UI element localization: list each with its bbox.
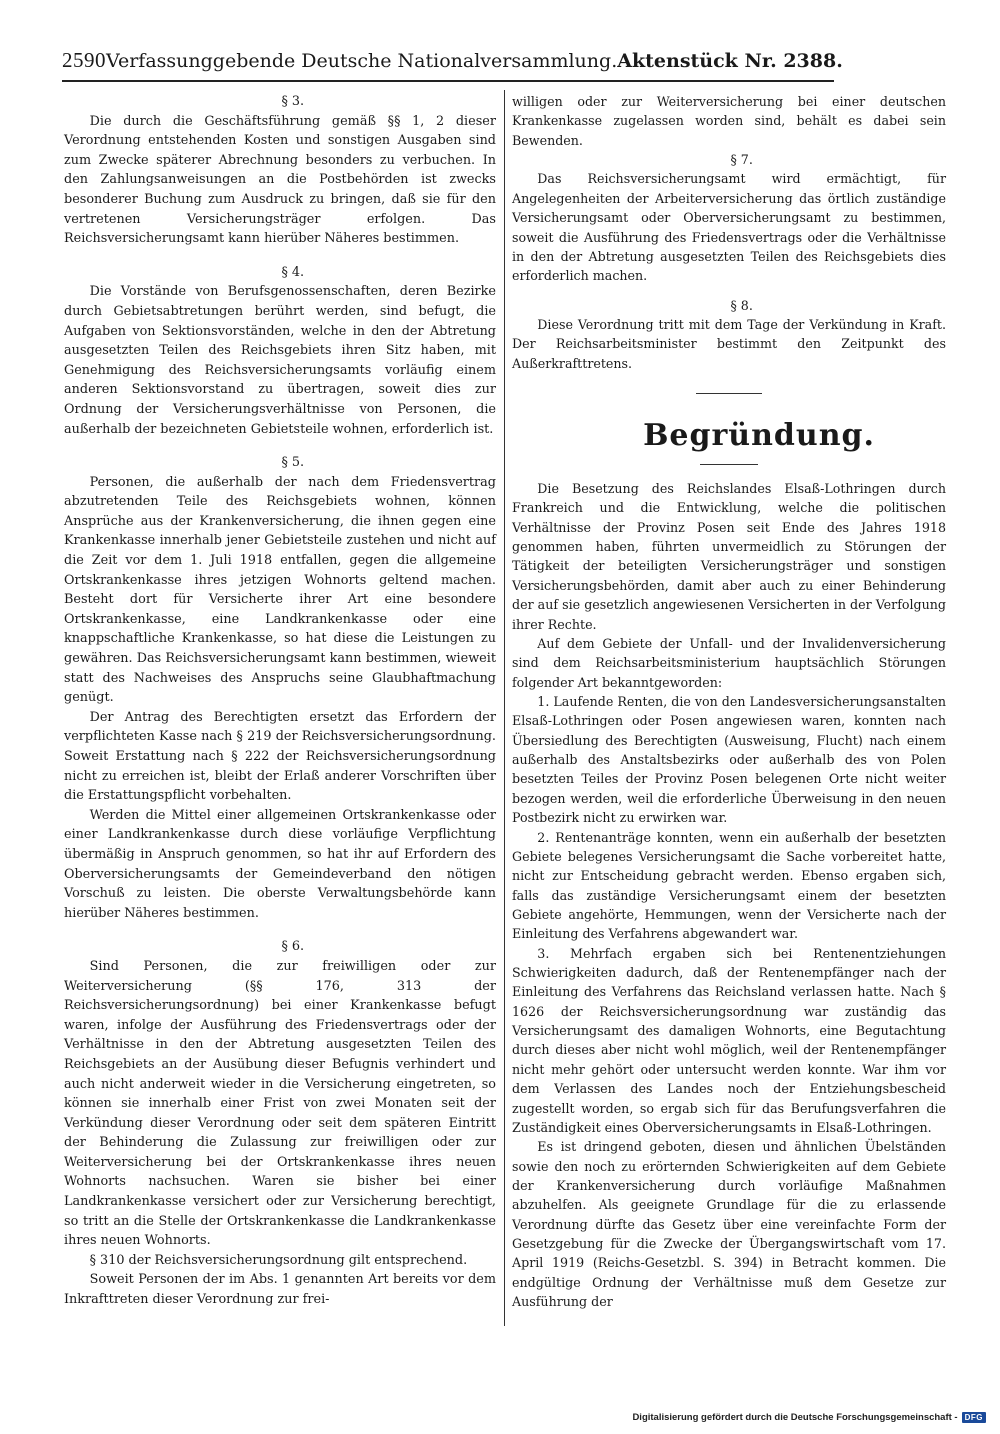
section-5-paragraph-3: Werden die Mittel einer allgemeinen Ortskrankenkasse oder einer Landkrankenkasse durch diese vorläufige Verpflichtung übermäßig in Anspruch genommen, so hat ihr auf Erfordern des Oberversicherungsamts der Gemeindeverband den nötigen Vorschuß zu leisten. Die oberste Verwaltungsbehörde kann hierüber Näheres bestimmen. [64,807,496,921]
section-6-paragraph-2: § 310 der Reichsversicherungsordnung gilt entsprechend. [89,1252,468,1268]
section-8-paragraph: Diese Verordnung tritt mit dem Tage der Verkündung in Kraft. Der Reichsarbeitsminister bestimmt den Zeitpunkt des Außerkrafttretens. [512,316,946,371]
page-header [62,48,843,73]
begruendung-paragraph-1: Die Besetzung des Reichslandes Elsaß-Lothringen durch Frankreich und die Entwicklung, welche die politischen Verhältnisse der Provinz Posen seit Ende des Jahres 1918 genommen haben, führten unvermeidlich zu Störungen der Tätigkeit der beteiligten Versicherungsträger und sonstigen Versicherungsbehörden, damit aber auch zu einer Behinderung der auf sie gesetzlich angewiesenen Versicherten in der Verfolgung ihrer Rechte. [512,481,946,632]
section-3-paragraph: Die durch die Geschäftsführung gemäß §§ 1, 2 dieser Verordnung entstehenden Kosten und sonstigen Ausgaben sind zum Zwecke späterer Abrechnung besonders zu verbuchen. In den Zahlungsanweisungen an die Postbehörden ist zwecks besonderer Buchung zum Ausdruck zu bringen, daß sie für den vertretenen Versicherungsträger erfolgen. Das Reichsversicherungsamt kann hierüber Näheres bestimmen. [64,113,496,247]
document-reference: Aktenstück Nr. 2388. [617,50,843,72]
begruendung-paragraph-6: Es ist dringend geboten, diesen und ähnlichen Übelständen sowie den noch zu erörternden Schwierigkeiten auf dem Gebiete der Krankenversicherung durch vorläufige Maßnahmen abzuhelfen. Als geeignete Grundlage für die zu erlassende Verordnung dürfte das Gesetz über eine vereinfachte Form der Gesetzgebung für die Zwecke der Übergangswirtschaft vom 17. April 1919 (Reichs-Gesetzbl. S. 394) in Betracht kommen. Die endgültige Ordnung der Verhältnisse muß dem Gesetze zur Ausführung der [512,1139,946,1310]
page-number: 2590 [62,48,106,72]
dfg-logo: DFG [962,1412,986,1423]
column-divider [504,90,505,1326]
running-title: Verfassunggebende Deutsche Nationalversammlung. [106,50,618,72]
footer-text: Digitalisierung gefördert durch die Deutsche Forschungsgemeinschaft - [632,1412,958,1423]
section-5-paragraph-1: Personen, die außerhalb der nach dem Friedensvertrag abzutretenden Teile des Reichsgebiets wohnen, können Ansprüche aus der Krankenversicherung, die ihnen gegen eine Krankenkasse innerhalb jener Gebietsteile zustehen und nicht auf die Zeit vor dem 1. Juli 1918 entfallen, gegen die allgemeine Ortskrankenkasse ihres jetzigen Wohnorts geltend machen. Besteht dort für Versicherte ihrer Art eine besondere Ortskrankenkasse, eine Landkrankenkasse oder eine knappschaftliche Krankenkasse, so hat diese die Leistungen zu gewähren. Das Reichsversicherungsamt kann bestimmen, wieweit statt des Nachweises des Anspruchs seine Glaubhaftmachung genügt. [64,474,496,706]
begruendung-paragraph-2: Auf dem Gebiete der Unfall- und der Invalidenversicherung sind dem Reichsarbeitsministerium hauptsächlich Störungen folgender Art bekanntgeworden: [512,635,946,690]
begruendung-item-1: 1. Laufende Renten, die von den Landesversicherungsanstalten Elsaß-Lothringen oder Posen angewiesen waren, konnten nach Übersiedlung des Berechtigten (Ausweisung, Flucht) nach einem außerhalb des Anstaltsbezirks oder außerhalb des von Polen besetzten Teiles der Provinz Posen belegenen Orte nicht weiter bezogen werden, weil die erforderliche Überweisung in den neuen Postbezirk nicht zu erwirken war. [512,693,946,826]
begruendung-item-2: 2. Rentenanträge konnten, wenn ein außerhalb der besetzten Gebiete belegenes Versicherungsamt die Sache vorbereitet hatte, nicht zur Entscheidung gebracht werden. Ebenso ergaben sich, falls das zuständige Versicherungsamt einem der besetzten Gebiete angehörte, Hemmungen, wenn der Versicherte nach der Einleitung des Verfahrens abgewandert war. [512,829,946,942]
section-6-paragraph-3: Soweit Personen der im Abs. 1 genannten Art bereits vor dem Inkrafttreten dieser Verordnung zur frei- [64,1272,496,1308]
begruendung-item-3: 3. Mehrfach ergaben sich bei Rentenentziehungen Schwierigkeiten dadurch, daß der Rentenempfänger nach der Einleitung des Verfahrens das Reichsland verlassen hatte. Nach § 1626 der Reichsversicherungsordnung war zuständig das Versicherungsamt des damaligen Wohnorts, eine Begutachtung durch dieses aber nicht wohl möglich, weil der Rentenempfänger nicht mehr gehört oder untersucht werden konnte. War ihm vor dem Verlassen des Landes noch der Entziehungsbescheid zugestellt worden, so ergab sich für das Berufungsverfahren die Zuständigkeit eines Oberversicherungsamts in Elsaß-Lothringen. [512,945,946,1135]
section-heading-8: § 8. [730,297,753,313]
section-heading-6: § 6. [281,939,305,955]
left-column [64,92,496,1310]
section-heading-5: § 5. [281,455,305,471]
section-4-paragraph: Die Vorstände von Berufsgenossenschaften, deren Bezirke durch Gebietsabtretungen berührt werden, sind befugt, die Aufgaben von Sektionsvorständen, welche in den der Abtretung ausgesetzten Teilen des Reichsgebiets ihren Sitz haben, mit Genehmigung des Reichsversicherungsamts vorläufig einem anderen Sektionsvorstand zu übertragen, soweit dies zur Ordnung der Versicherungsverhältnisse von Personen, die außerhalb der bezeichneten Gebietsteile wohnen, erforderlich ist. [64,284,496,437]
section-7-paragraph: Das Reichsversicherungsamt wird ermächtigt, für Angelegenheiten der Arbeiterversicherung das örtlich zuständige Versicherungsamt oder Oberversicherungsamt zu bestimmen, soweit die Ausführung des Friedensvertrags oder die Verhältnisse in den der Abtretung ausgesetzten Teilen des Reichsgebiets dies erforderlich machen. [512,171,946,284]
section-heading-3: § 3. [281,94,305,109]
digitization-footer [632,1412,986,1423]
section-heading-7: § 7. [730,152,753,168]
begruendung-title: Begründung. [643,418,875,454]
section-6-continuation: willigen oder zur Weiterversicherung bei einer deutschen Krankenkasse zugelassen worden sind, behält es dabei sein Bewenden. [512,94,946,148]
separator-rule [696,393,762,394]
section-6-paragraph-1: Sind Personen, die zur freiwilligen oder zur Weiterversicherung (§§ 176, 313 der Reichsversicherungsordnung) bei einer Krankenkasse befugt waren, infolge der Ausführung des Friedensvertrags oder der Verhältnisse in den der Abtretung ausgesetzten Teilen des Reichsgebiets an der Ausübung dieser Befugnis verhindert und auch nicht anderweit wieder in die Versicherung eingetreten, so können sie innerhalb einer Frist von zwei Monaten seit der Verkündung dieser Verordnung oder seit dem späteren Eintritt der Behinderung die Zulassung zur freiwilligen oder zur Weiterversicherung bei der Ortskrankenkasse ihres neuen Wohnorts nachsuchen. Waren sie bisher bei einer Landkrankenkasse versichert oder zur Versicherung berechtigt, so tritt an die Stelle der Ortskrankenkasse die Landkrankenkasse ihres neuen Wohnorts. [64,958,496,1249]
header-rule [62,80,834,82]
right-column [512,92,946,1311]
title-underline-rule [700,464,758,465]
section-heading-4: § 4. [281,264,305,280]
section-5-paragraph-2: Der Antrag des Berechtigten ersetzt das Erfordern der verpflichteten Kasse nach § 219 der Reichsversicherungsordnung. Soweit Erstattung nach § 222 der Reichsversicherungsordnung nicht zu erreichen ist, bleibt der Erlaß anderer Vorschriften über die Erstattungspflicht vorbehalten. [64,709,496,804]
